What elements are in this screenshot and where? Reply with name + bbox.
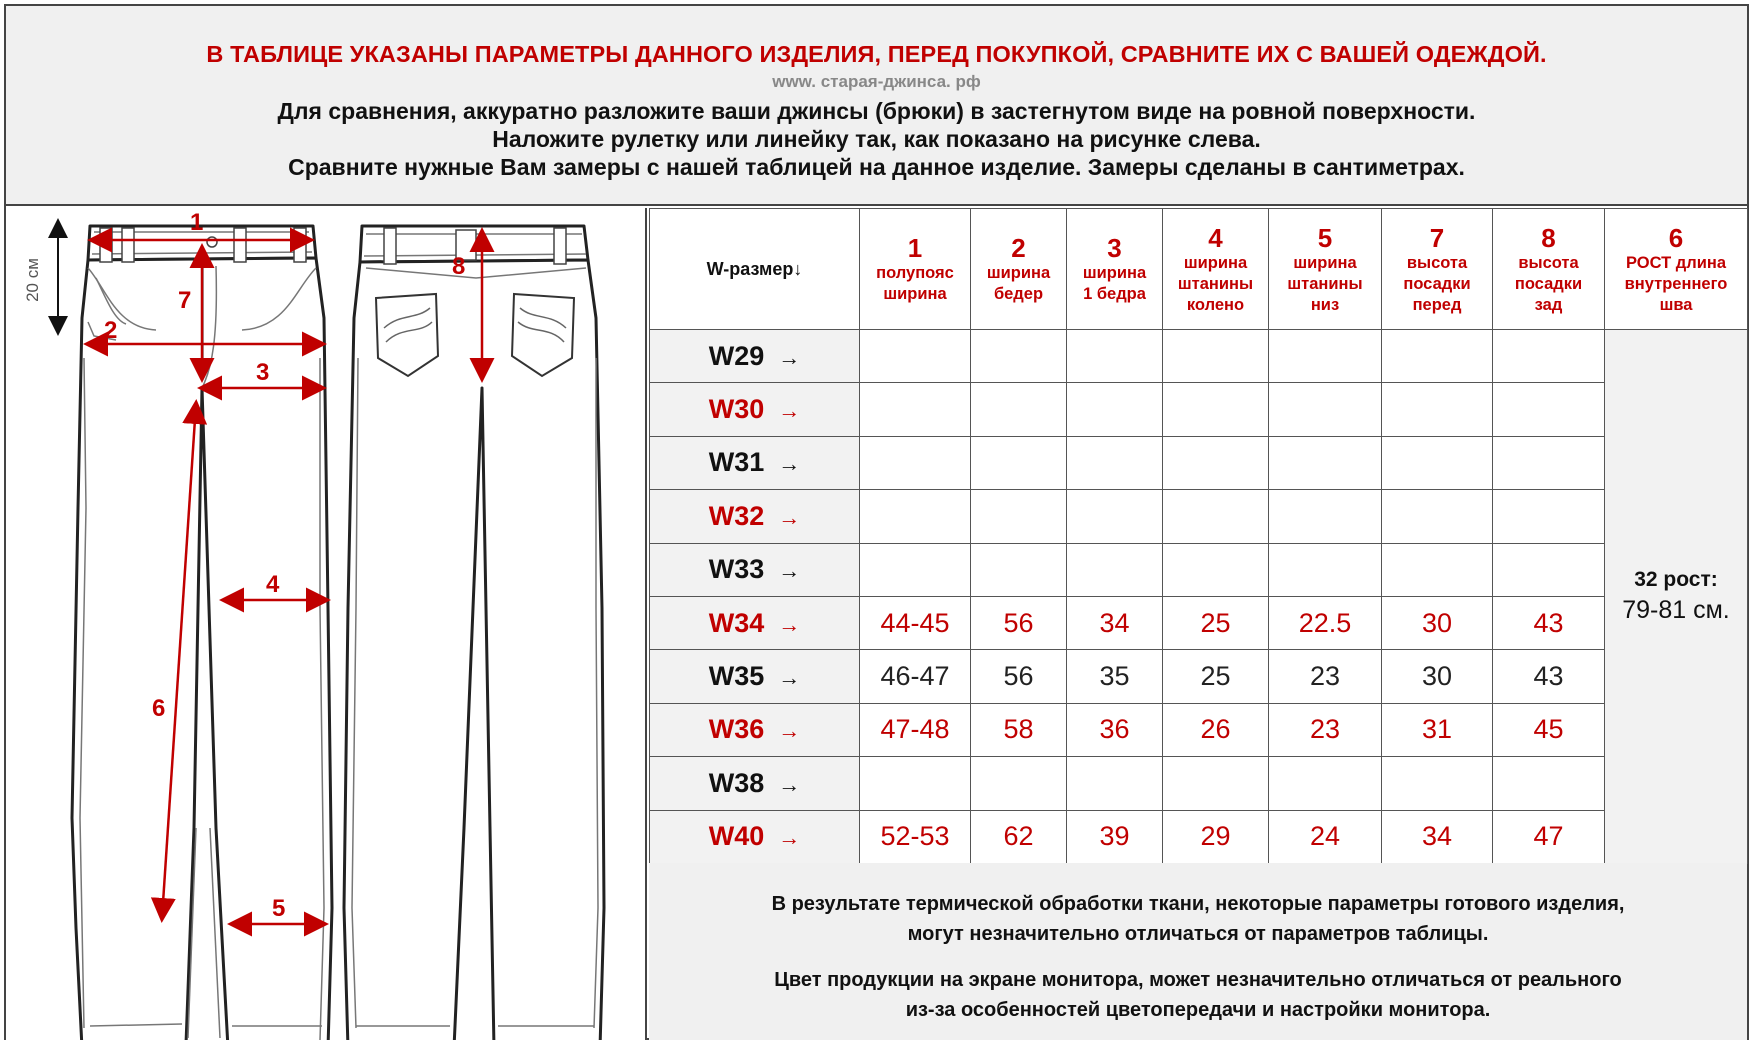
growth-title: 32 рост:: [1634, 567, 1718, 591]
size-label: W31: [708, 447, 765, 478]
value-cell: [971, 757, 1067, 810]
value-cell: 30: [1382, 596, 1493, 649]
column-label-line2: 1 бедра: [1083, 285, 1146, 303]
value-cell: [1067, 543, 1163, 596]
column-label-line1: ширина: [986, 264, 1051, 282]
site-url: www. старая-джинса. рф: [772, 72, 981, 91]
footer-line-1: В результате термической обработки ткани, некоторые параметры готового изделия,: [771, 893, 1625, 915]
measure-label-3: 3: [256, 359, 270, 386]
size-header-cell: [650, 209, 860, 330]
value-cell: [971, 543, 1067, 596]
column-number: 4: [1208, 222, 1223, 253]
column-label-line1: РОСТ длина: [1625, 253, 1727, 272]
right-arrow-icon: →: [778, 398, 801, 424]
size-label: W34: [708, 607, 765, 638]
footer-line-3: Цвет продукции на экране монитора, может незначительно отличаться от реального: [774, 969, 1622, 991]
value-cell: 26: [1163, 703, 1269, 756]
value-cell: [1382, 383, 1493, 436]
size-cell: [650, 330, 860, 383]
value-cell: [1269, 757, 1382, 810]
value-cell: [1163, 330, 1269, 383]
value-cell: 34: [1067, 596, 1163, 649]
table-row: [650, 703, 1748, 756]
value-cell: 56: [971, 650, 1067, 703]
size-cell: [650, 543, 860, 596]
measure-label-2: 2: [104, 317, 118, 344]
right-arrow-icon: →: [778, 611, 801, 637]
column-header: [1269, 209, 1382, 330]
down-arrow-icon: ↓: [793, 258, 803, 279]
column-label-line1: ширина: [1293, 253, 1357, 272]
value-cell: 43: [1493, 650, 1605, 703]
value-cell: 35: [1067, 650, 1163, 703]
value-cell: [1163, 543, 1269, 596]
right-arrow-icon: →: [778, 718, 801, 744]
value-cell: [1163, 490, 1269, 543]
value-cell: [971, 383, 1067, 436]
column-header: [1163, 209, 1269, 330]
value-cell: 23: [1269, 703, 1382, 756]
size-label: W29: [708, 340, 765, 371]
column-label-line1: высота: [1518, 253, 1579, 272]
column-header: [1382, 209, 1493, 330]
measure-label-5: 5: [272, 895, 286, 922]
jeans-diagram: [6, 208, 647, 1040]
value-cell: [1382, 543, 1493, 596]
column-number: 1: [907, 233, 923, 263]
value-cell: [1269, 383, 1382, 436]
table-row: [650, 757, 1748, 810]
value-cell: 44-45: [860, 596, 971, 649]
value-cell: [860, 757, 971, 810]
table-row: [650, 383, 1748, 436]
value-cell: [1493, 383, 1605, 436]
value-cell: 47: [1493, 810, 1605, 863]
size-label: W38: [708, 767, 765, 798]
value-cell: [1382, 757, 1493, 810]
size-label: W30: [708, 394, 765, 425]
value-cell: 34: [1382, 810, 1493, 863]
value-cell: 31: [1382, 703, 1493, 756]
column-header: [860, 209, 971, 330]
column-header: [1493, 209, 1605, 330]
header-panel: [6, 6, 1747, 206]
value-cell: [1163, 383, 1269, 436]
scale-20cm-label: 20 см: [23, 258, 42, 302]
column-label-line3: низ: [1310, 295, 1340, 314]
table-row: [650, 650, 1748, 703]
value-cell: [1269, 543, 1382, 596]
value-cell: 46-47: [860, 650, 971, 703]
size-cell: [650, 436, 860, 489]
value-cell: [1382, 330, 1493, 383]
measure-label-4: 4: [266, 571, 280, 598]
column-label-line3: шва: [1659, 295, 1693, 314]
column-number: 3: [1107, 233, 1122, 263]
table-row: [650, 436, 1748, 489]
value-cell: [1163, 436, 1269, 489]
size-header-label: W-размер: [706, 258, 794, 279]
size-cell: [650, 757, 860, 810]
value-cell: [1382, 436, 1493, 489]
column-label-line2: бедер: [993, 285, 1044, 303]
right-arrow-icon: →: [778, 558, 801, 584]
value-cell: 22.5: [1269, 596, 1382, 649]
size-chart-sheet: [4, 4, 1749, 1040]
value-cell: 45: [1493, 703, 1605, 756]
measure-label-8: 8: [452, 253, 466, 280]
value-cell: 25: [1163, 596, 1269, 649]
value-cell: [1493, 757, 1605, 810]
value-cell: [1382, 490, 1493, 543]
footer-notes: [649, 863, 1747, 1040]
size-label: W40: [708, 821, 765, 852]
value-cell: [860, 330, 971, 383]
right-arrow-icon: →: [778, 344, 801, 370]
instruction-line-3: Сравните нужные Вам замеры с нашей таблицей на данное изделие. Замеры сделаны в сантиметрах.: [288, 154, 1465, 180]
growth-cell: [1605, 330, 1748, 864]
column-number: 7: [1429, 222, 1445, 253]
value-cell: 39: [1067, 810, 1163, 863]
column-label-line3: перед: [1412, 295, 1462, 314]
value-cell: [971, 330, 1067, 383]
right-arrow-icon: →: [778, 504, 801, 530]
value-cell: 24: [1269, 810, 1382, 863]
column-label-line1: ширина: [1183, 253, 1248, 272]
value-cell: [1067, 436, 1163, 489]
column-label-line2: штанины: [1287, 274, 1363, 293]
value-cell: 29: [1163, 810, 1269, 863]
footer-line-4: из-за особенностей цветопередачи и настройки монитора.: [905, 999, 1491, 1021]
size-table: [649, 208, 1748, 864]
column-header: [1605, 209, 1748, 330]
value-cell: [860, 543, 971, 596]
column-label-line2: посадки: [1403, 274, 1471, 293]
table-row: [650, 596, 1748, 649]
table-row: [650, 490, 1748, 543]
column-label-line2: внутреннего: [1624, 274, 1728, 293]
size-label: W32: [708, 500, 765, 531]
value-cell: 30: [1382, 650, 1493, 703]
size-label: W33: [708, 554, 765, 585]
value-cell: [1067, 757, 1163, 810]
size-cell: [650, 650, 860, 703]
footer-line-2: могут незначительно отличаться от параметров таблицы.: [907, 923, 1489, 945]
value-cell: [860, 490, 971, 543]
column-number: 2: [1011, 233, 1026, 263]
size-cell: [650, 703, 860, 756]
column-label-line2: штанины: [1177, 274, 1254, 293]
size-cell: [650, 596, 860, 649]
table-header-row: [650, 209, 1748, 330]
column-label-line1: высота: [1406, 253, 1468, 272]
value-cell: 25: [1163, 650, 1269, 703]
value-cell: 23: [1269, 650, 1382, 703]
table-row: [650, 543, 1748, 596]
value-cell: 52-53: [860, 810, 971, 863]
value-cell: [860, 383, 971, 436]
size-cell: [650, 490, 860, 543]
size-cell: [650, 383, 860, 436]
instruction-line-1: Для сравнения, аккуратно разложите ваши джинсы (брюки) в застегнутом виде на ровной поверхности.: [277, 98, 1476, 124]
instruction-line-2: Наложите рулетку или линейку так, как показано на рисунке слева.: [492, 126, 1261, 152]
right-arrow-icon: →: [778, 665, 801, 691]
column-label-line2: ширина: [883, 285, 947, 303]
value-cell: 58: [971, 703, 1067, 756]
column-header: [971, 209, 1067, 330]
column-label-line1: полупояс: [876, 264, 954, 282]
value-cell: 56: [971, 596, 1067, 649]
value-cell: 62: [971, 810, 1067, 863]
value-cell: [1067, 490, 1163, 543]
value-cell: [1269, 436, 1382, 489]
warning-text: В ТАБЛИЦЕ УКАЗАНЫ ПАРАМЕТРЫ ДАННОГО ИЗДЕЛИЯ, ПЕРЕД ПОКУПКОЙ, СРАВНИТЕ ИХ С ВАШЕЙ ОДЕЖДОЙ.: [206, 41, 1547, 67]
value-cell: [1163, 757, 1269, 810]
column-number: 5: [1317, 222, 1333, 253]
value-cell: [1067, 383, 1163, 436]
value-cell: 47-48: [860, 703, 971, 756]
value-cell: [1493, 543, 1605, 596]
jeans-measurement-drawing: [6, 208, 647, 1040]
size-cell: [650, 810, 860, 863]
table-row: [650, 330, 1748, 383]
value-cell: [1067, 330, 1163, 383]
growth-value: 79-81 см.: [1622, 595, 1730, 624]
value-cell: [1493, 490, 1605, 543]
size-label: W36: [708, 714, 765, 745]
column-label-line3: колено: [1186, 295, 1245, 314]
value-cell: [1493, 436, 1605, 489]
size-label: W35: [708, 661, 765, 692]
right-arrow-icon: →: [778, 451, 801, 477]
value-cell: 43: [1493, 596, 1605, 649]
right-arrow-icon: →: [778, 825, 801, 851]
column-number: 6: [1668, 222, 1684, 253]
measure-label-7: 7: [178, 287, 192, 314]
value-cell: [860, 436, 971, 489]
measure-label-6: 6: [152, 695, 166, 722]
column-number: 8: [1541, 222, 1556, 253]
column-label-line2: посадки: [1514, 274, 1583, 293]
value-cell: [1269, 490, 1382, 543]
column-label-line3: зад: [1534, 295, 1563, 314]
value-cell: [1493, 330, 1605, 383]
value-cell: 36: [1067, 703, 1163, 756]
measure-label-1: 1: [190, 209, 204, 236]
column-label-line1: ширина: [1082, 264, 1147, 282]
column-header: [1067, 209, 1163, 330]
right-arrow-icon: →: [778, 771, 801, 797]
value-cell: [1269, 330, 1382, 383]
value-cell: [971, 436, 1067, 489]
table-row: [650, 810, 1748, 863]
value-cell: [971, 490, 1067, 543]
